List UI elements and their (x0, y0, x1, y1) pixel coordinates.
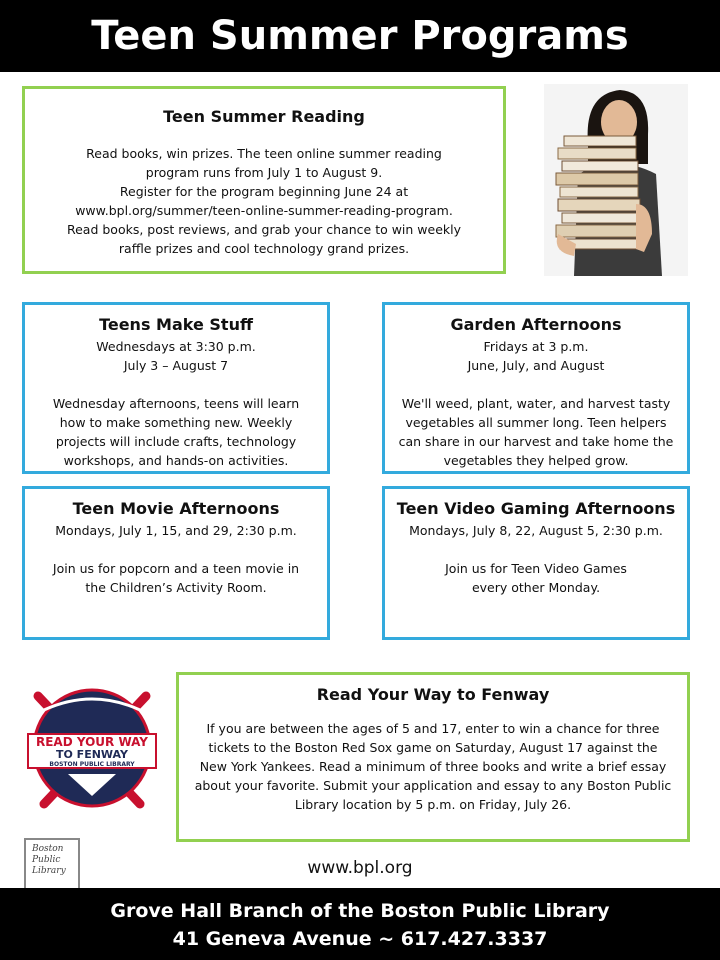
make-stuff-box (22, 302, 330, 474)
fenway-line: If you are between the ages of 5 and 17, enter to win a chance for three (206, 721, 660, 736)
gaming-title: Teen Video Gaming Afternoons (396, 499, 676, 518)
bpl-logo-line: Boston (32, 844, 64, 854)
summer-reading-line: www.bpl.org/summer/teen-online-summer-reading-program. (75, 203, 453, 218)
movie-title: Teen Movie Afternoons (72, 499, 280, 518)
summer-reading-line: Read books, post reviews, and grab your chance to win weekly (66, 222, 462, 237)
movie-schedule: Mondays, July 1, 15, and 29, 2:30 p.m. (55, 523, 297, 538)
garden-box (382, 302, 690, 474)
fenway-line: New York Yankees. Read a minimum of three books and write a brief essay (199, 759, 667, 774)
garden-desc: vegetables all summer long. Teen helpers (405, 415, 667, 430)
summer-reading-box (22, 86, 506, 274)
movie-desc: Join us for popcorn and a teen movie in (52, 561, 300, 576)
garden-title: Garden Afternoons (450, 315, 622, 334)
summer-reading-line: Read books, win prizes. The teen online summer reading (86, 146, 442, 161)
page-header (0, 0, 720, 72)
fenway-logo-line2: TO FENWAY (56, 748, 128, 761)
fenway-logo-line1: READ YOUR WAY (35, 735, 149, 749)
page-title: Teen Summer Programs (91, 13, 629, 59)
fenway-line: Library location by 5 p.m. on Friday, July 26. (294, 797, 572, 812)
gaming-schedule: Mondays, July 8, 22, August 5, 2:30 p.m. (409, 523, 663, 538)
bpl-logo-line: Library (32, 866, 66, 876)
fenway-line: tickets to the Boston Red Sox game on Saturday, August 17 against the (208, 740, 658, 755)
branch-name: Grove Hall Branch of the Boston Public Library (110, 900, 610, 922)
garden-schedule: Fridays at 3 p.m. (483, 339, 589, 354)
website-url[interactable]: www.bpl.org (307, 858, 413, 878)
garden-desc: can share in our harvest and take home the (398, 434, 674, 449)
fenway-title: Read Your Way to Fenway (316, 685, 550, 704)
garden-schedule: June, July, and August (467, 358, 605, 373)
gaming-box (382, 486, 690, 640)
movie-desc: the Children’s Activity Room. (85, 580, 267, 595)
teen-with-books-photo (544, 84, 688, 276)
make-stuff-title: Teens Make Stuff (99, 315, 253, 334)
fenway-box (176, 672, 690, 842)
summer-reading-title: Teen Summer Reading (163, 107, 365, 126)
gaming-desc: every other Monday. (471, 580, 601, 595)
make-stuff-desc: workshops, and hands-on activities. (63, 453, 289, 468)
bpl-logo-line: Public (32, 855, 61, 865)
summer-reading-line: raffle prizes and cool technology grand prizes. (118, 241, 410, 256)
branch-address-phone: 41 Geneva Avenue ~ 617.427.3337 (172, 928, 548, 950)
gaming-desc: Join us for Teen Video Games (445, 561, 627, 576)
make-stuff-desc: how to make something new. Weekly (59, 415, 293, 430)
garden-desc: We'll weed, plant, water, and harvest tasty (401, 396, 671, 411)
make-stuff-desc: Wednesday afternoons, teens will learn (52, 396, 300, 411)
make-stuff-schedule: Wednesdays at 3:30 p.m. (96, 339, 256, 354)
fenway-line: about your favorite. Submit your application and essay to any Boston Public (194, 778, 672, 793)
page-footer (0, 888, 720, 960)
fenway-logo (22, 686, 162, 816)
summer-reading-line: Register for the program beginning June 24 at (119, 184, 409, 199)
make-stuff-desc: projects will include crafts, technology (55, 434, 297, 449)
garden-desc: vegetables they helped grow. (443, 453, 629, 468)
movie-box (22, 486, 330, 640)
fenway-logo-line3: BOSTON PUBLIC LIBRARY (49, 761, 135, 768)
summer-reading-line: program runs from July 1 to August 9. (145, 165, 383, 180)
make-stuff-schedule: July 3 – August 7 (123, 358, 229, 373)
